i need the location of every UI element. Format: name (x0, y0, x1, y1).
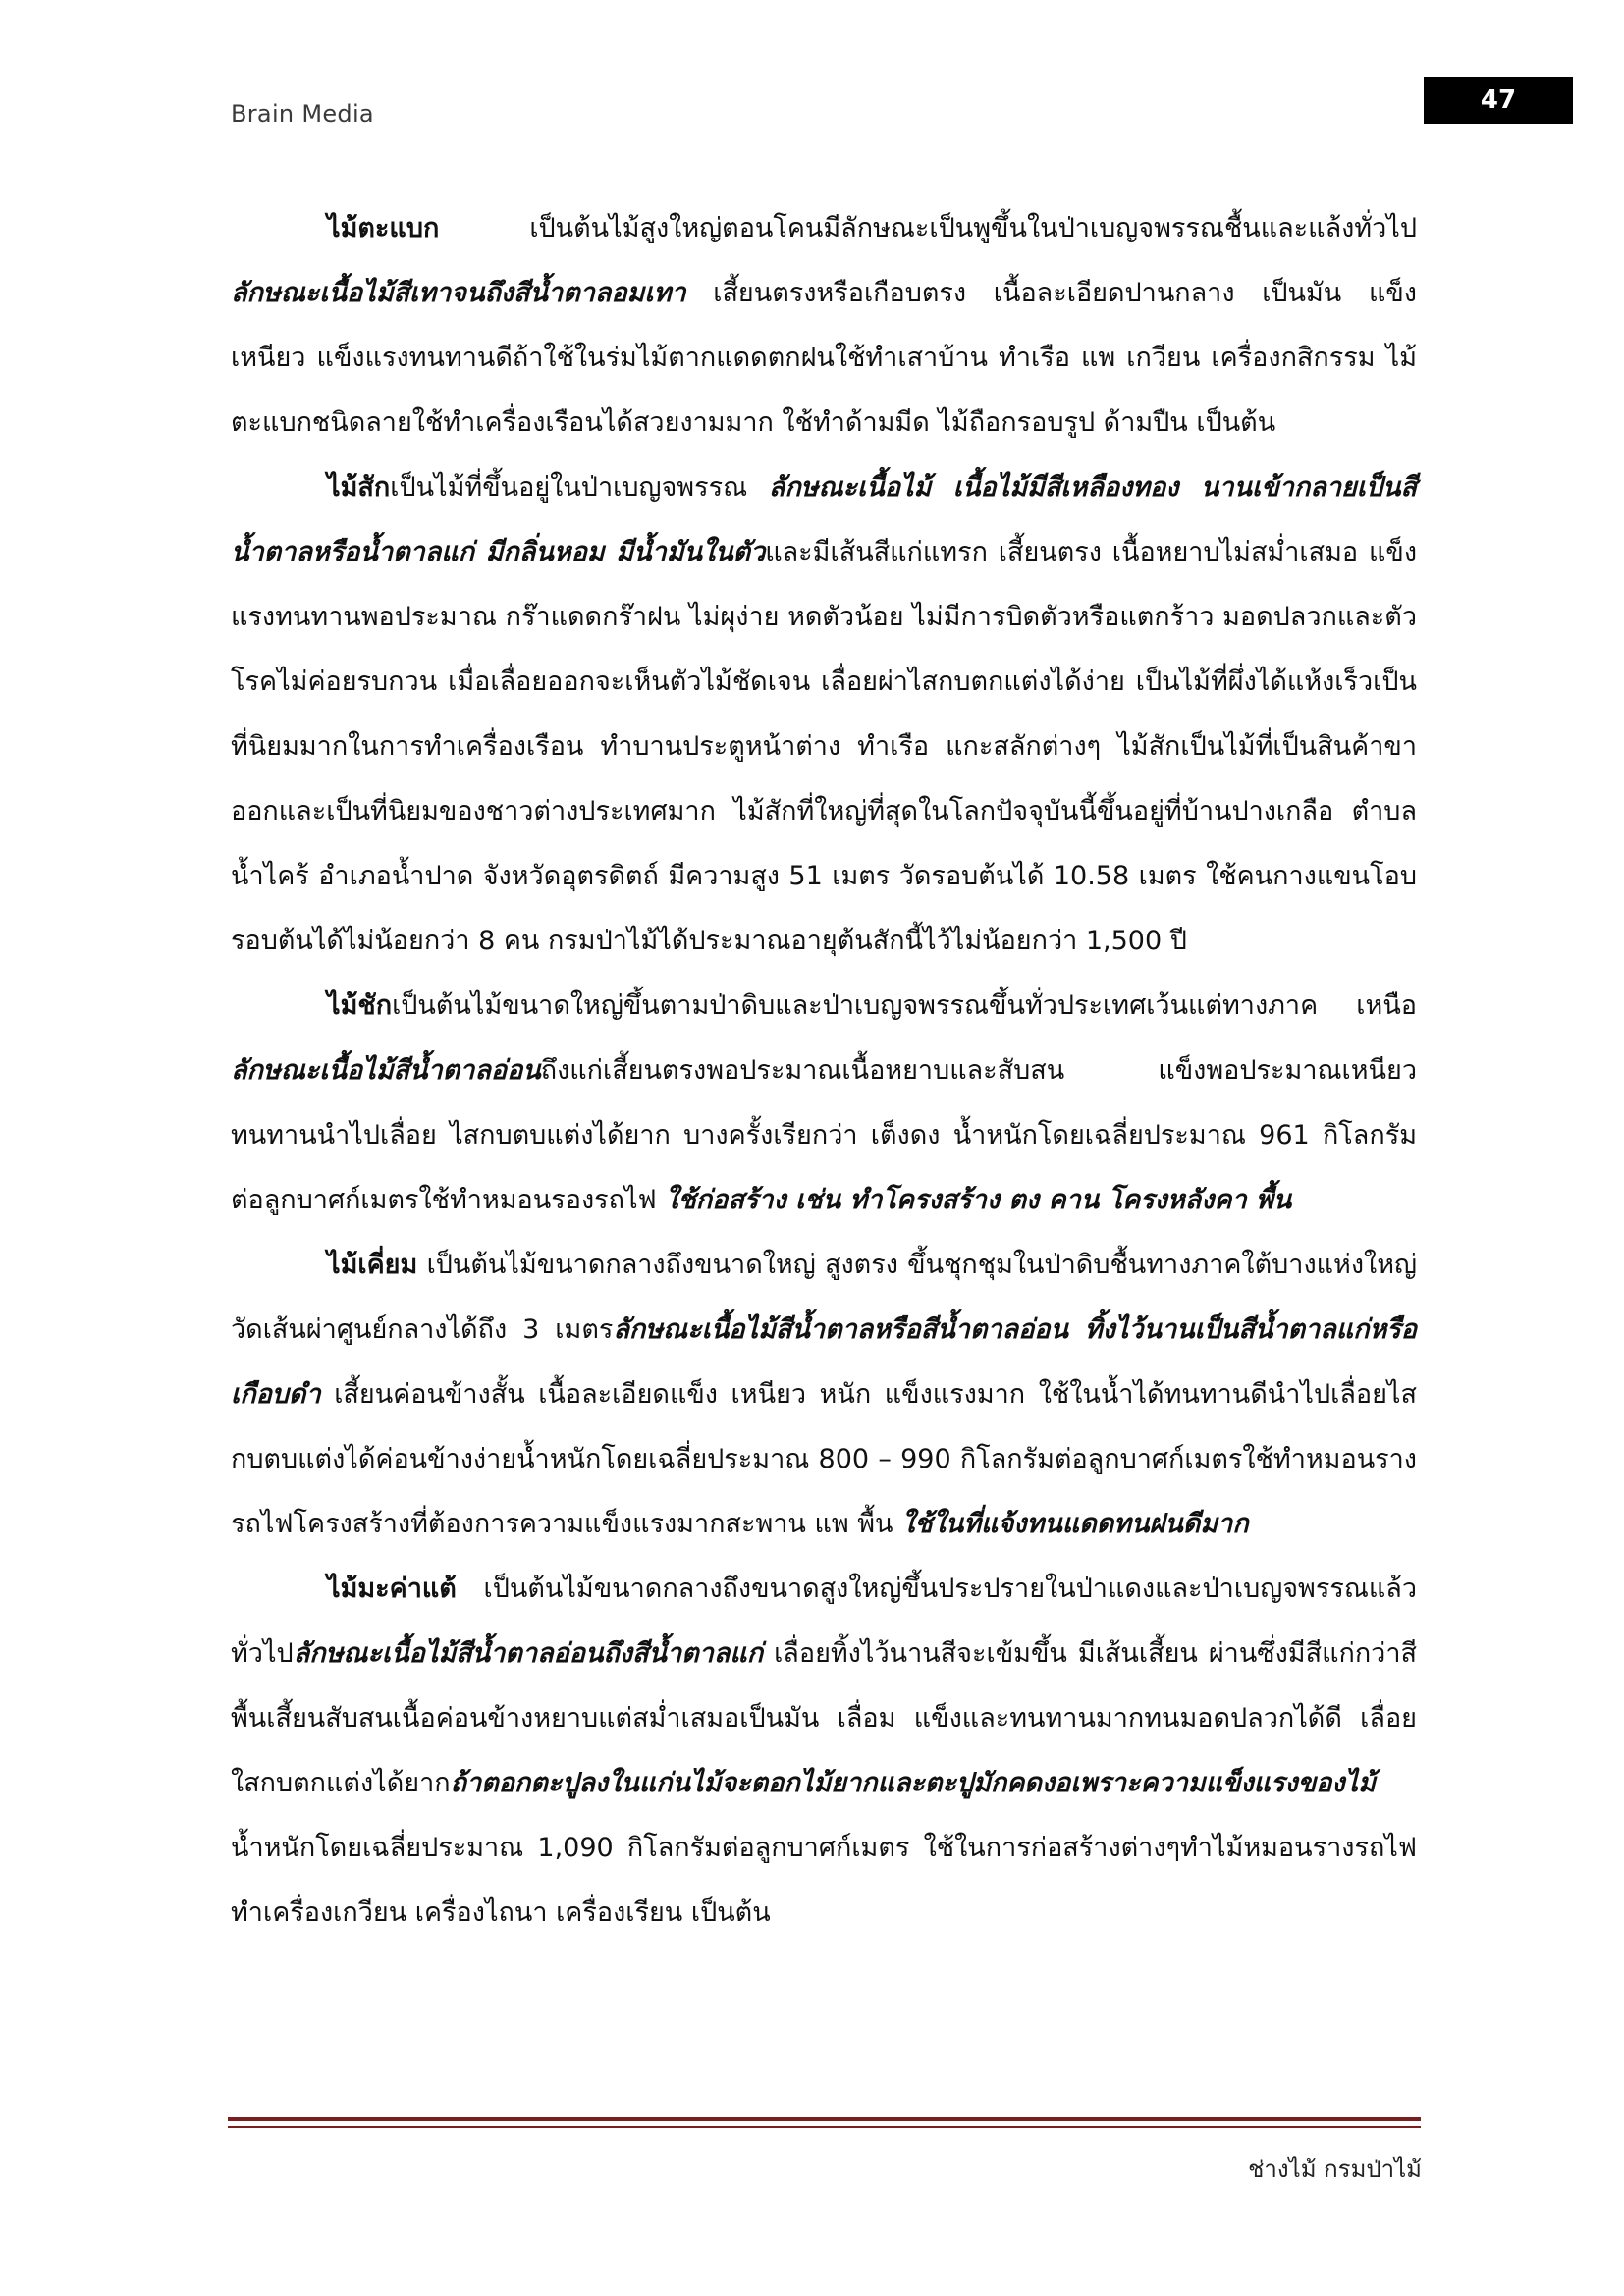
emphasis-text: ลักษณะเนื้อไม้สีน้ำตาลอ่อนถึงสีน้ำตาลแก่ (293, 1638, 764, 1669)
emphasis-text: ลักษณะเนื้อไม้สีน้ำตาลอ่อน (231, 1055, 541, 1086)
term-heading: ไม้มะค่าแต้ (327, 1574, 457, 1604)
paragraph (231, 196, 1417, 455)
footer-rule-thin (228, 2126, 1421, 2128)
body-run: เสี้ยนค่อนข้างสั้น เนื้อละเอียดแข็ง เหนียว หนัก แข็งแรงมาก ใช้ในน้ำได้ทนทานดีนำไปเลื่อยไสกบตบแต่งได้ค่อนข้างง่ายน้ำหนักโดยเฉลี่ยประมาณ 800 – 990 กิโลกรัมต่อลูกบาศก์เมตรใช้ทำหมอนรางรถไฟโครงสร้างที่ต้องการความแข็งแรงมากสะพาน แพ พื้น (231, 1379, 1417, 1539)
body-run: และมีเส้นสีแก่แทรก เสี้ยนตรง เนื้อหยาบไม่สม่ำเสมอ แข็งแรงทนทานพอประมาณ กร๊าแดดกร๊าฝน ไม่ผุง่าย หดตัวน้อย ไม่มีการบิดตัวหรือแตกร้าว มอดปลวกและตัวโรคไม่ค่อยรบกวน เมื่อเลื่อยออกจะเห็นตัวไม้ชัดเจน เลื่อยผ่าไสกบตกแต่งได้ง่าย เป็นไม้ที่ผึ่งได้แห้งเร็วเป็นที่นิยมมากในการทำเครื่องเรือน ทำบานประตูหน้าต่าง ทำเรือ แกะสลักต่างๆ ไม้สักเป็นไม้ที่เป็นสินค้าขาออกและเป็นที่นิยมของชาวต่างประเทศมาก ไม้สักที่ใหญ่ที่สุดในโลกปัจจุบันนี้ขึ้นอยู่ที่บ้านปางเกลือ ตำบลน้ำไคร้ อำเภอน้ำปาด จังหวัดอุตรดิตถ์ มีความสูง 51 เมตร วัดรอบต้นได้ 10.58 เมตร ใช้คนกางแขนโอบรอบต้นได้ไม่น้อยกว่า 8 คน กรมป่าไม้ได้ประมาณอายุต้นสักนี้ไว้ไม่น้อยกว่า 1,500 ปี (231, 537, 1418, 956)
emphasis-text: ใช้ในที่แจ้งทนแดดทนฝนดีมาก (901, 1509, 1249, 1539)
body-run: เป็นต้นไม้ขนาดกลางถึงขนาดสูงใหญ่ขึ้นประปรายในป่าแดงและป่าเบญจพรรณแล้วทั่วไป (231, 1574, 1417, 1669)
body-run: เป็นต้นไม้ขนาดกลางถึงขนาดใหญ่ สูงตรง ขึ้นชุกชุมในป่าดิบชื้นทางภาคใต้บางแห่งใหญ่วัดเส้นผ่าศูนย์กลางได้ถึง 3 เมตร (231, 1250, 1417, 1345)
paragraph (231, 1557, 1417, 1946)
emphasis-text: ถ้าตอกตะปูลงในแก่นไม้จะตอกไม้ยากและตะปูมักคดงอเพราะความแข็งแรงของไม้ (450, 1768, 1376, 1798)
emphasis-text: ลักษณะเนื้อไม้สีน้ำตาลหรือสีน้ำตาลอ่อน ทิ้งไว้นานเป็นสีน้ำตาลแก่หรือเกือบดำ (231, 1314, 1417, 1410)
body-run: เป็นต้นไม้ขนาดใหญ่ขึ้นตามป่าดิบและป่าเบญจพรรณขึ้นทั่วประเทศเว้นแต่ทางภาค เหนือ (392, 990, 1417, 1021)
footer-rule-thick (228, 2117, 1421, 2121)
emphasis-text: ลักษณะเนื้อไม้ เนื้อไม้มีสีเหลืองทอง นานเข้ากลายเป็นสีน้ำตาลหรือน้ำตาลแก่ มีกลิ่นหอม มีน้ำมันในตัว (231, 472, 1417, 567)
page-number: 47 (1424, 77, 1573, 124)
body-run: เป็นต้นไม้สูงใหญ่ตอนโคนมีลักษณะเป็นพูขึ้นในป่าเบญจพรรณชื้นและแล้งทั่วไป (439, 213, 1417, 243)
term-heading: ไม้เคี่ยม (327, 1250, 418, 1280)
body-text (231, 196, 1417, 1946)
header-brand: Brain Media (231, 100, 374, 128)
body-run: เสี้ยนตรงหรือเกือบตรง เนื้อละเอียดปานกลาง เป็นมัน แข็ง เหนียว แข็งแรงทนทานดีถ้าใช้ในร่มไม้ตากแดดตกฝนใช้ทำเสาบ้าน ทำเรือ แพ เกวียน เครื่องกสิกรรม ไม้ตะแบกชนิดลายใช้ทำเครื่องเรือนได้สวยงามมาก ใช้ทำด้ามมีด ไม้ถือกรอบรูป ด้ามปืน เป็นต้น (231, 278, 1417, 438)
term-heading: ไม้ตะแบก (327, 213, 440, 243)
emphasis-text: ใช้ก่อสร้าง เช่น ทำโครงสร้าง ตง คาน โครงหลังคา พื้น (665, 1185, 1292, 1215)
body-run: น้ำหนักโดยเฉลี่ยประมาณ 1,090 กิโลกรัมต่อลูกบาศก์เมตร ใช้ในการก่อสร้างต่างๆทำไม้หมอนรางรถไฟทำเครื่องเกวียน เครื่องไถนา เครื่องเรียน เป็นต้น (231, 1833, 1417, 1928)
paragraph (231, 1233, 1417, 1557)
footer-text: ช่างไม้ กรมป่าไม้ (1248, 2156, 1422, 2183)
paragraph (231, 974, 1417, 1233)
paragraph (231, 455, 1417, 974)
body-run: ถึงแก่เสี้ยนตรงพอประมาณเนื้อหยาบและสับสน แข็งพอประมาณเหนียวทนทานนำไปเลื่อย ไสกบตบแต่งได้ยาก บางครั้งเรียกว่า เต็งดง น้ำหนักโดยเฉลี่ยประมาณ 961 กิโลกรัมต่อลูกบาศก์เมตรใช้ทำหมอนรองรถไฟ (231, 1055, 1417, 1215)
term-heading: ไม้สัก (327, 472, 391, 503)
emphasis-text: ลักษณะเนื้อไม้สีเทาจนถึงสีน้ำตาลอมเทา (231, 278, 686, 308)
body-run: เลื่อยทิ้งไว้นานสีจะเข้มขึ้น มีเส้นเสี้ยน ผ่านซึ่งมีสีแก่กว่าสีพื้นเสี้ยนสับสนเนื้อค่อนข้างหยาบแต่สม่ำเสมอเป็นมัน เลื่อม แข็งและทนทานมากทนมอดปลวกได้ดี เลื่อยใสกบตกแต่งได้ยาก (231, 1638, 1417, 1798)
term-heading: ไม้ชัก (327, 990, 393, 1021)
body-run: เป็นไม้ที่ขึ้นอยู่ในป่าเบญจพรรณ (390, 472, 769, 503)
